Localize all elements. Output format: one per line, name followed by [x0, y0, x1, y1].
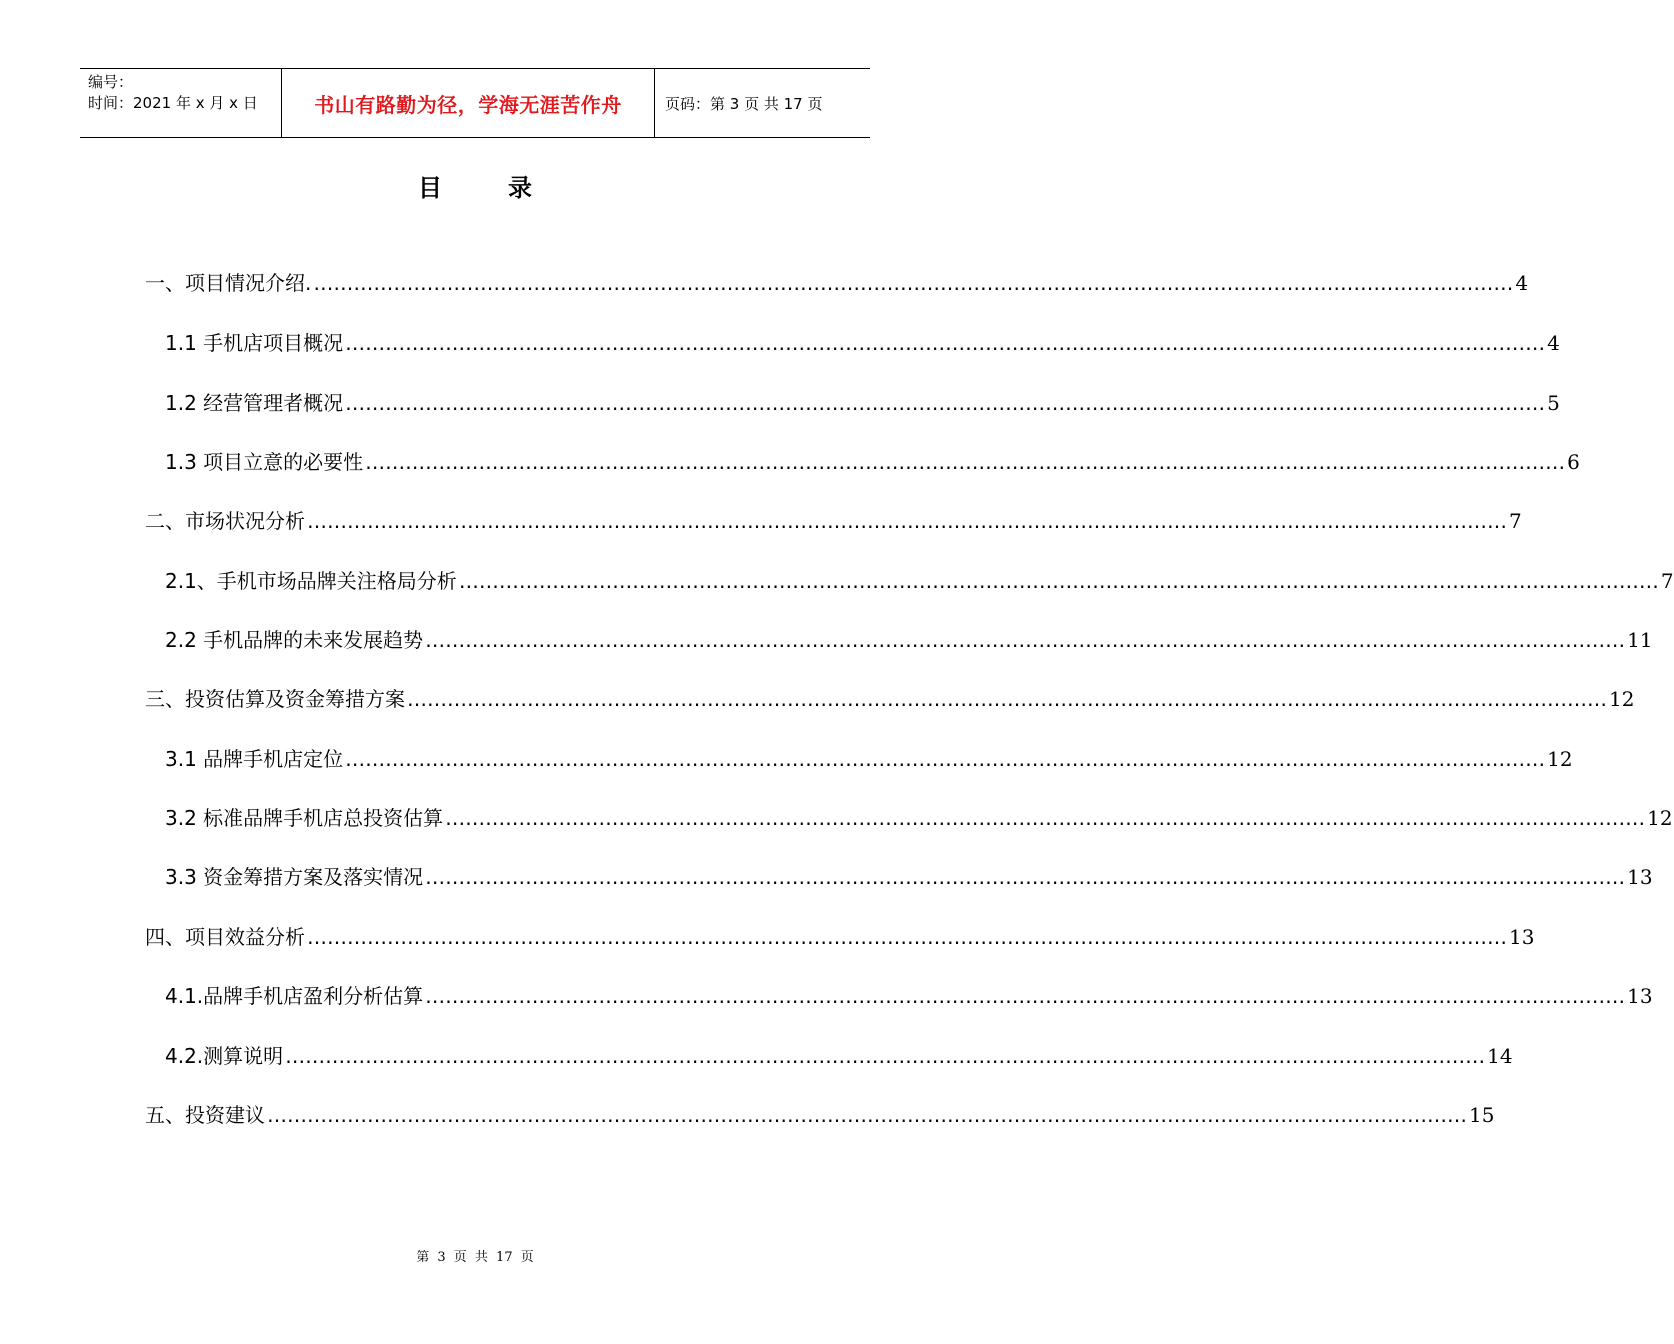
toc-entry-label: 五、投资建议 — [145, 1103, 265, 1127]
toc-entry[interactable] — [165, 981, 1653, 1011]
toc-entry-label: 3.2 标准品牌手机店总投资估算 — [165, 806, 444, 830]
toc-entry-page: 13 — [1627, 984, 1653, 1008]
toc-leader-dots: ……………………………………………………………………………………………………………………………………………………………… — [307, 509, 1507, 533]
header-page-info: 页码：第 3 页 共 17 页 — [665, 94, 823, 113]
toc-entry-label: 二、市场状况分析 — [145, 509, 305, 533]
toc-title-char-2: 录 — [508, 174, 532, 202]
toc-leader-dots: ……………………………………………………………………………………………………………………………………………………………… — [345, 331, 1546, 355]
toc-entry-label: 3.1 品牌手机店定位 — [165, 747, 344, 771]
toc-entry-page: 13 — [1627, 865, 1653, 889]
toc-entry-label: 1.3 项目立意的必要性 — [165, 450, 364, 474]
toc-entry-label: 4.2.测算说明 — [165, 1044, 284, 1068]
toc-entry[interactable] — [145, 506, 1522, 536]
toc-leader-dots: ……………………………………………………………………………………………………………………………………………………………… — [285, 1044, 1486, 1068]
toc-entry-page: 12 — [1547, 747, 1573, 771]
toc-entry-label: 2.1、手机市场品牌关注格局分析 — [165, 569, 457, 593]
toc-entry[interactable] — [165, 388, 1560, 418]
page-footer: 第 3 页 共 17 页 — [416, 1250, 534, 1265]
toc-entry-label: 四、项目效益分析 — [145, 925, 305, 949]
toc-entry-label: 2.2 手机品牌的未来发展趋势 — [165, 628, 424, 652]
toc-entry[interactable] — [145, 1100, 1495, 1130]
toc-entry[interactable] — [165, 744, 1573, 774]
toc-entry-label: 三、投资估算及资金筹措方案 — [145, 687, 405, 711]
toc-leader-dots: ……………………………………………………………………………………………………………………………………………………………… — [345, 391, 1546, 415]
toc-entry-page: 4 — [1547, 331, 1560, 355]
toc-entry[interactable] — [145, 268, 1529, 298]
toc-entry-page: 12 — [1609, 687, 1635, 711]
toc-leader-dots: ……………………………………………………………………………………………………………………………………………………………… — [365, 450, 1566, 474]
toc-entry[interactable] — [165, 803, 1673, 833]
toc-entry-label: 1.1 手机店项目概况 — [165, 331, 344, 355]
header-meta — [80, 69, 282, 137]
toc-leader-dots: ……………………………………………………………………………………………………………………………………………………………… — [345, 747, 1546, 771]
toc-title-char-1: 目 — [418, 174, 442, 202]
toc-entry[interactable] — [165, 566, 1674, 596]
toc-leader-dots: ……………………………………………………………………………………………………………………………………………………………… — [407, 687, 1607, 711]
header-motto: 书山有路勤为径，学海无涯苦作舟 — [282, 69, 655, 137]
toc-entry-label: 1.2 经营管理者概况 — [165, 391, 344, 415]
toc-leader-dots: ……………………………………………………………………………………………………………………………………………………………… — [425, 865, 1626, 889]
toc-leader-dots: ……………………………………………………………………………………………………………………………………………………………… — [267, 1103, 1467, 1127]
toc-title — [0, 168, 950, 203]
number-label: 编号： — [88, 73, 134, 91]
toc-entry-label: 4.1.品牌手机店盈利分析估算 — [165, 984, 424, 1008]
toc-entry[interactable] — [145, 684, 1635, 714]
toc-entry-page: 6 — [1567, 450, 1580, 474]
toc-entry[interactable] — [165, 862, 1653, 892]
toc-entry-page: 12 — [1647, 806, 1673, 830]
toc-leader-dots: ……………………………………………………………………………………………………………………………………………………………… — [445, 806, 1646, 830]
toc-leader-dots: ……………………………………………………………………………………………………………………………………………………………… — [425, 984, 1626, 1008]
toc-leader-dots: ……………………………………………………………………………………………………………………………………………………………… — [313, 271, 1514, 295]
toc-entry[interactable] — [145, 922, 1535, 952]
toc-entry-page: 4 — [1515, 271, 1529, 295]
toc-entry-label: 3.3 资金筹措方案及落实情况 — [165, 865, 424, 889]
toc-entry-page: 14 — [1487, 1044, 1513, 1068]
toc-entry-page: 15 — [1469, 1103, 1495, 1127]
toc-entry[interactable] — [165, 328, 1560, 358]
toc-entry[interactable] — [165, 1041, 1513, 1071]
toc-entry[interactable] — [165, 447, 1580, 477]
time-label: 时间：2021 年 x 月 x 日 — [88, 94, 258, 112]
toc-entry-page: 7 — [1509, 509, 1522, 533]
toc-leader-dots: ……………………………………………………………………………………………………………………………………………………………… — [425, 628, 1626, 652]
toc-leader-dots: ……………………………………………………………………………………………………………………………………………………………… — [307, 925, 1507, 949]
toc-entry[interactable] — [165, 625, 1653, 655]
toc-entry-label: 一、项目情况介绍. — [145, 271, 312, 295]
toc-leader-dots: ……………………………………………………………………………………………………………………………………………………………… — [458, 569, 1659, 593]
toc-entry-page: 13 — [1509, 925, 1535, 949]
toc-entry-page: 7 — [1660, 569, 1674, 593]
toc-entry-page: 11 — [1627, 628, 1653, 652]
page-header — [80, 68, 870, 138]
toc-entry-page: 5 — [1547, 391, 1560, 415]
